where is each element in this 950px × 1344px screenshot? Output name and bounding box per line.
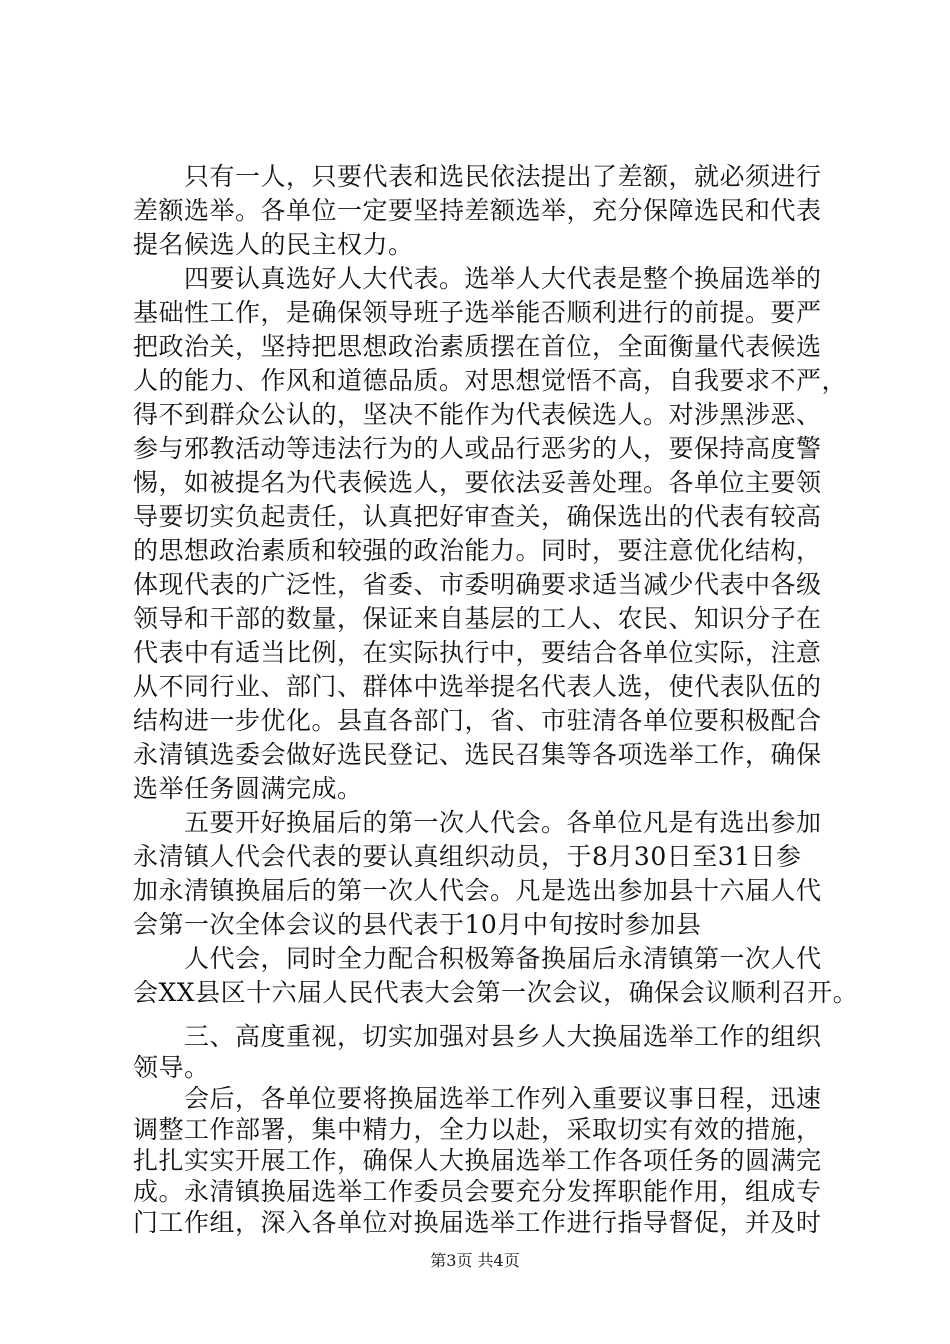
text-line: 会后，各单位要将换届选举工作列入重要议事日程，迅速 (133, 1084, 822, 1113)
text-line: 五要开好换届后的第一次人代会。各单位凡是有选出参加 (133, 808, 822, 837)
text-line: 调整工作部署，集中精力，全力以赴，采取切实有效的措施， (133, 1115, 822, 1144)
text-line: 人的能力、作风和道德品质。对思想觉悟不高，自我要求不严， (133, 366, 848, 395)
text-line: 的思想政治素质和较强的政治能力。同时，要注意优化结构， (133, 536, 822, 565)
text-line: 从不同行业、部门、群体中选举提名代表人选，使代表队伍的 (133, 672, 822, 701)
text-line: 永清镇选委会做好选民登记、选民召集等各项选举工作，确保 (133, 740, 822, 769)
text-line: 人代会，同时全力配合积极筹备换届后永清镇第一次人代 (133, 944, 822, 973)
text-line: 提名候选人的民主权力。 (133, 230, 414, 259)
text-line: 加永清镇换届后的第一次人代会。凡是选出参加县十六届人代 (133, 876, 822, 905)
text-line: 代表中有适当比例，在实际执行中，要结合各单位实际，注意 (133, 638, 822, 667)
page-footer: 第3页 共4页 (430, 1251, 520, 1270)
text-line: 扎扎实实开展工作，确保人大换届选举工作各项任务的圆满完 (133, 1146, 822, 1175)
text-line: 只有一人，只要代表和选民依法提出了差额，就必须进行 (133, 162, 822, 191)
text-line: 选举任务圆满完成。 (133, 774, 363, 803)
text-line: 成。永清镇换届选举工作委员会要充分发挥职能作用，组成专 (133, 1177, 822, 1206)
text-line: 会XX县区十六届人民代表大会第一次会议，确保会议顺利召开。 (133, 978, 859, 1007)
text-line: 三、高度重视，切实加强对县乡人大换届选举工作的组织 (133, 1022, 822, 1051)
text-line: 参与邪教活动等违法行为的人或品行恶劣的人，要保持高度警 (133, 434, 822, 463)
text-line: 惕，如被提名为代表候选人，要依法妥善处理。各单位主要领 (133, 468, 822, 497)
text-line: 永清镇人代会代表的要认真组织动员，于8月30日至31日参 (133, 842, 802, 871)
text-line: 得不到群众公认的，坚决不能作为代表候选人。对涉黑涉恶、 (133, 400, 822, 429)
text-line: 差额选举。各单位一定要坚持差额选举，充分保障选民和代表 (133, 196, 822, 225)
text-line: 体现代表的广泛性，省委、市委明确要求适当减少代表中各级 (133, 570, 822, 599)
text-line: 四要认真选好人大代表。选举人大代表是整个换届选举的 (133, 264, 822, 293)
text-line: 导要切实负起责任，认真把好审查关，确保选出的代表有较高 (133, 502, 822, 531)
text-line: 门工作组，深入各单位对换届选举工作进行指导督促，并及时 (133, 1208, 822, 1237)
text-line: 把政治关，坚持把思想政治素质摆在首位，全面衡量代表候选 (133, 332, 822, 361)
text-line: 结构进一步优化。县直各部门，省、市驻清各单位要积极配合 (133, 706, 822, 735)
text-line: 领导和干部的数量，保证来自基层的工人、农民、知识分子在 (133, 604, 822, 633)
text-line: 会第一次全体会议的县代表于10月中旬按时参加县 (133, 910, 702, 939)
text-line: 领导。 (133, 1053, 210, 1082)
text-line: 基础性工作，是确保领导班子选举能否顺利进行的前提。要严 (133, 298, 822, 327)
